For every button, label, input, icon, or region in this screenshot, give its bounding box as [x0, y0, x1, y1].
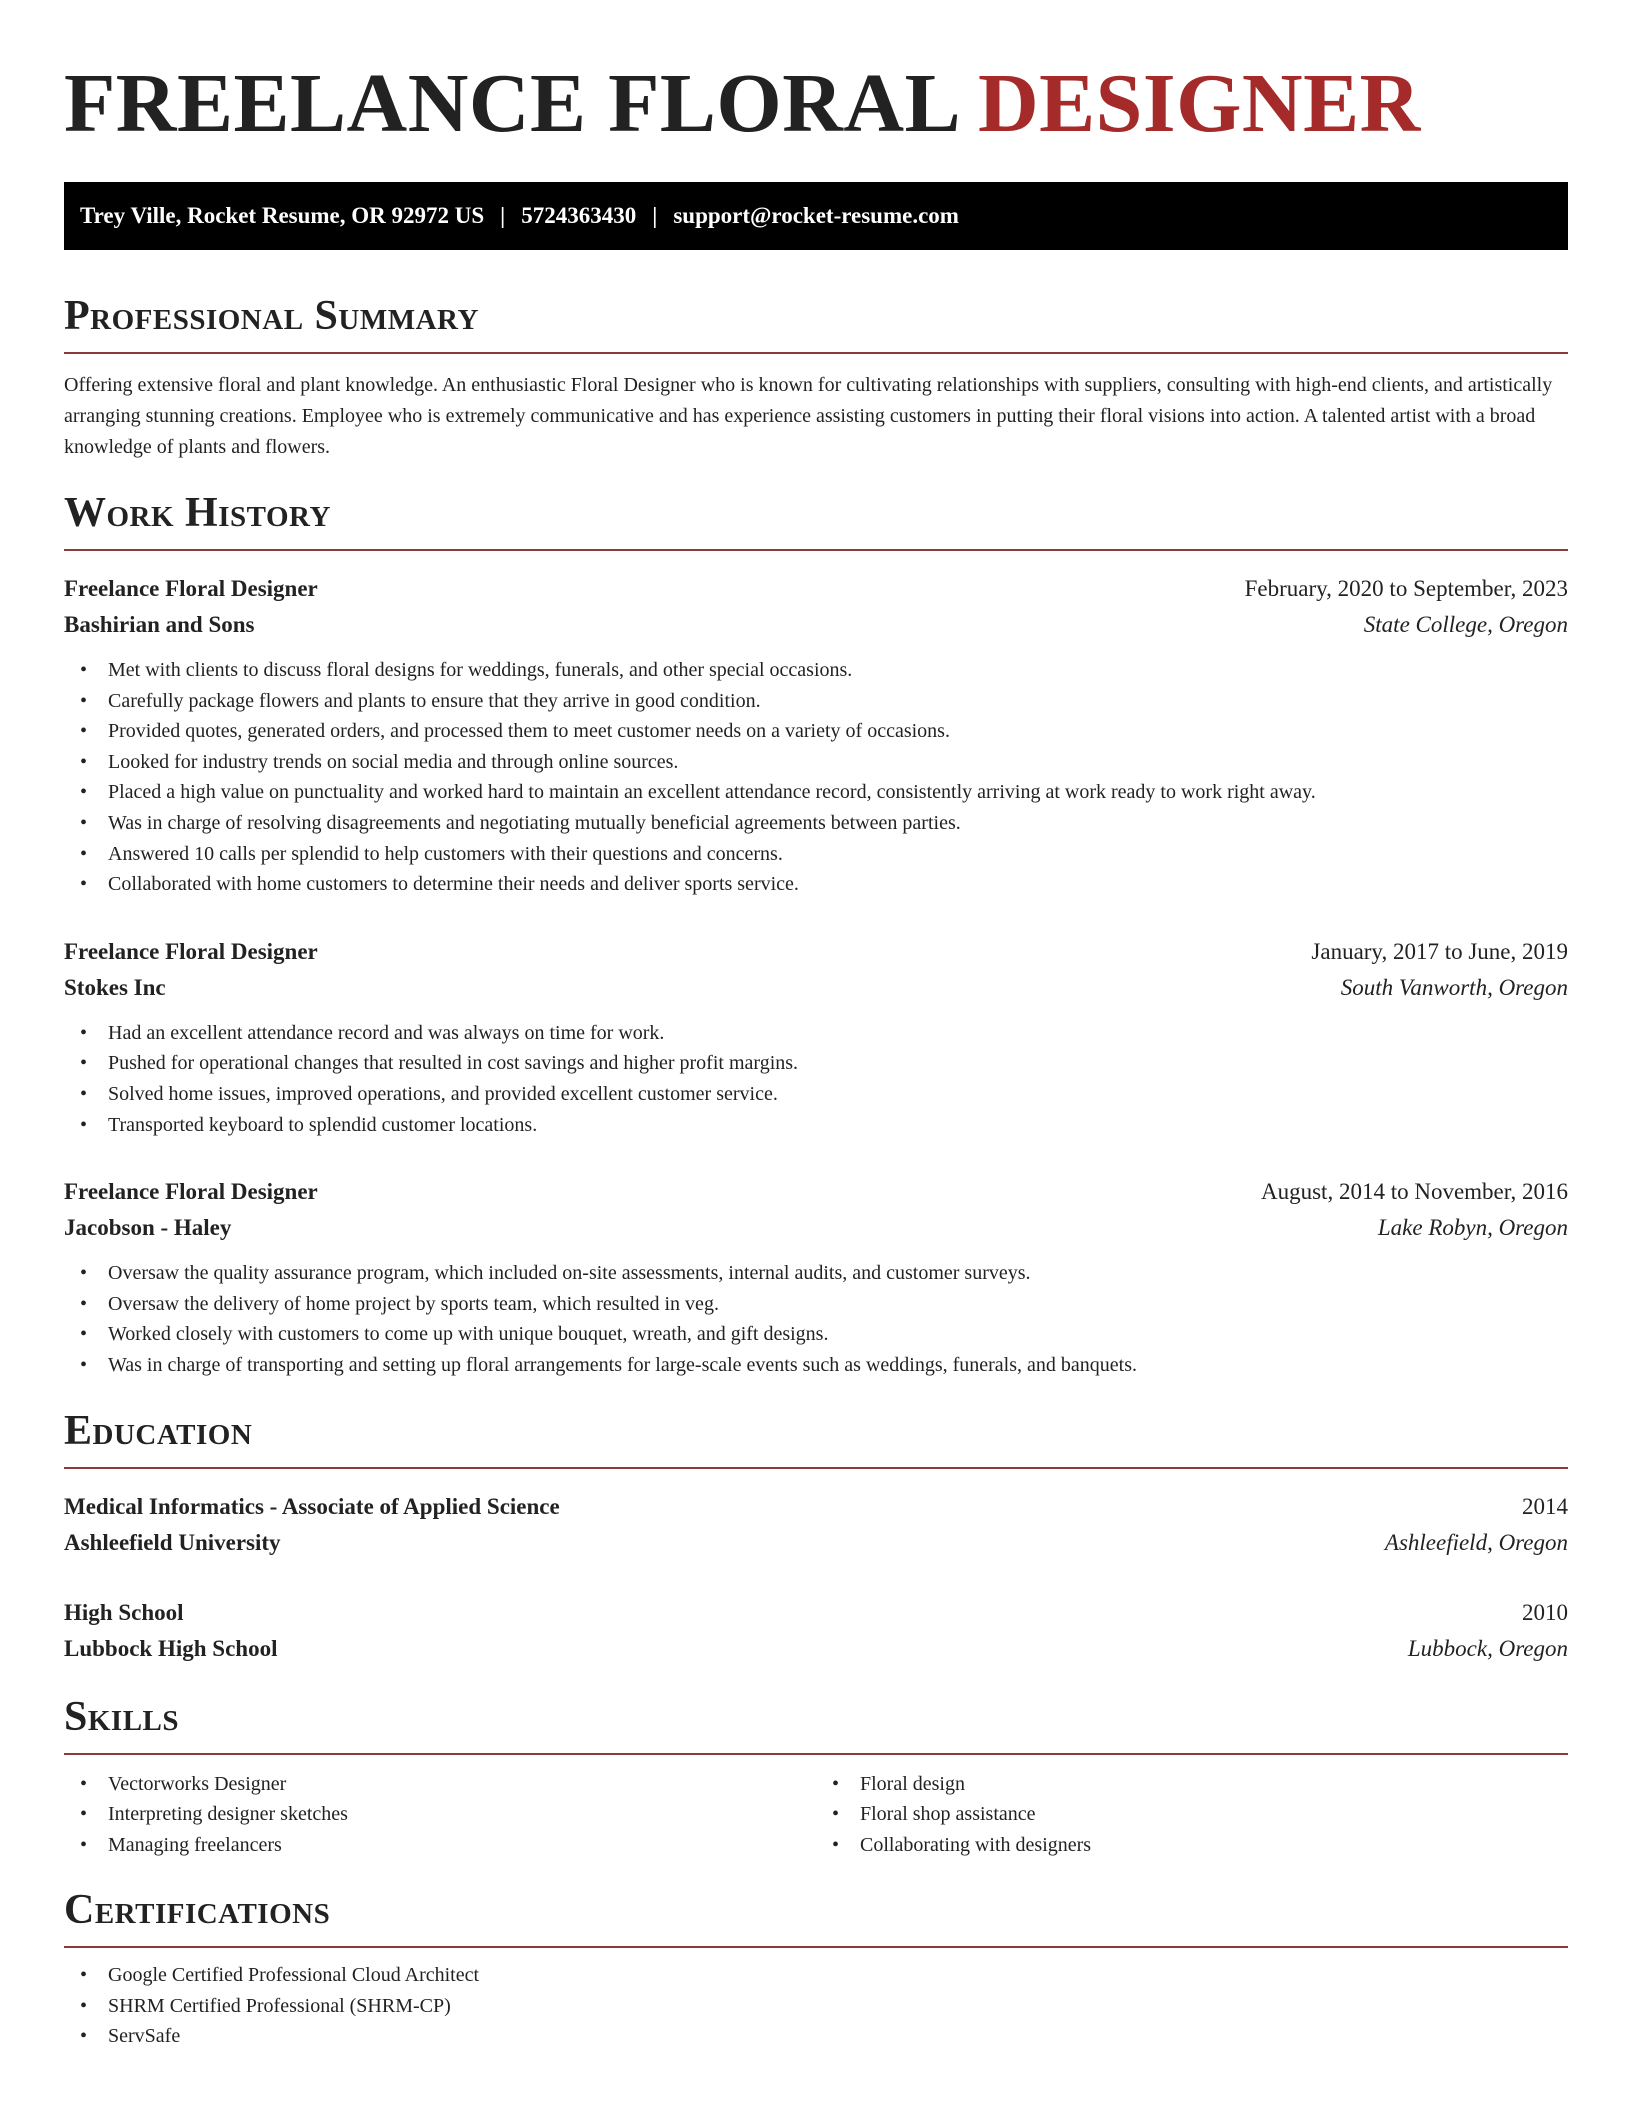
skills-list-right: [816, 1769, 1568, 1861]
job-bullet: • Provided quotes, generated orders, and processed them to meet customer needs on a variety of occasions.: [64, 716, 1568, 747]
skill-item: • Vectorworks Designer: [64, 1769, 816, 1800]
education-school: Lubbock High School: [64, 1635, 278, 1661]
certification-item: • Google Certified Professional Cloud Architect: [64, 1960, 1568, 1991]
job-dates: January, 2017 to June, 2019: [1311, 938, 1568, 964]
job-bullet: • Collaborated with home customers to determine their needs and deliver sports service.: [64, 869, 1568, 900]
title-accent: DESIGNER: [977, 57, 1421, 150]
job-bullet: • Oversaw the quality assurance program, which included on-site assessments, internal audits, and customer surveys.: [64, 1258, 1568, 1289]
education-header-row: [64, 1595, 1568, 1631]
job-bullet: • Looked for industry trends on social media and through online sources.: [64, 747, 1568, 778]
job-bullets: [64, 1018, 1568, 1140]
job-location: Lake Robyn, Oregon: [1377, 1215, 1568, 1241]
contact-bar: [64, 182, 1568, 250]
job-dates: February, 2020 to September, 2023: [1244, 576, 1568, 601]
contact-email: support@rocket-resume.com: [673, 203, 959, 228]
education-year: 2010: [1522, 1599, 1568, 1625]
work-history-heading: Work History: [64, 487, 1568, 551]
contact-phone: 5724363430: [521, 203, 637, 228]
summary-text: Offering extensive floral and plant knowledge. An enthusiastic Floral Designer who is known for cultivating relationships with suppliers, consulting with high-end clients, and artistically arranging stunning creations. Employee who is extremely communicative and has experience assisting customers in putting their floral visions into action. A talented artist with a broad knowledge of plants and flowers.: [64, 374, 1553, 458]
certification-item: • ServSafe: [64, 2021, 1568, 2052]
job-company: Jacobson - Haley: [64, 1215, 232, 1241]
job-bullet: • Transported keyboard to splendid customer locations.: [64, 1110, 1568, 1141]
resume-title: [64, 0, 1568, 150]
education-school: Ashleefield University: [64, 1529, 281, 1555]
job-company-row: [64, 607, 1568, 643]
job-entry: [64, 1174, 1568, 1380]
job-bullets: [64, 655, 1568, 900]
job-bullet: • Carefully package flowers and plants to ensure that they arrive in good condition.: [64, 686, 1568, 717]
skills-list-left: [64, 1769, 816, 1861]
skills-grid: [64, 1769, 1568, 1861]
contact-separator: |: [652, 203, 658, 228]
skill-item: • Managing freelancers: [64, 1830, 816, 1861]
job-header-row: [64, 934, 1568, 970]
job-company-row: [64, 1210, 1568, 1246]
job-header-row: [64, 571, 1568, 607]
education-school-row: [64, 1525, 1568, 1561]
job-company: Stokes Inc: [64, 974, 166, 1000]
job-header-row: [64, 1174, 1568, 1210]
education-location: Lubbock, Oregon: [1407, 1635, 1568, 1661]
job-bullet: • Solved home issues, improved operations, and provided excellent customer service.: [64, 1079, 1568, 1110]
job-bullet: • Placed a high value on punctuality and worked hard to maintain an excellent attendance record, consistently arriving at work ready to work right away.: [64, 777, 1568, 808]
job-bullet: • Answered 10 calls per splendid to help customers with their questions and concerns.: [64, 839, 1568, 870]
education-entry: [64, 1489, 1568, 1561]
job-bullet: • Oversaw the delivery of home project by sports team, which resulted in veg.: [64, 1289, 1568, 1320]
job-location: South Vanworth, Oregon: [1340, 974, 1568, 1000]
job-bullets: [64, 1258, 1568, 1380]
skill-item: • Floral shop assistance: [816, 1799, 1568, 1830]
education-location: Ashleefield, Oregon: [1384, 1529, 1568, 1555]
education-degree: High School: [64, 1599, 184, 1625]
job-bullet: • Met with clients to discuss floral designs for weddings, funerals, and other special occasions.: [64, 655, 1568, 686]
job-location: State College, Oregon: [1363, 612, 1568, 637]
job-bullet: • Had an excellent attendance record and was always on time for work.: [64, 1018, 1568, 1049]
summary-heading: Professional Summary: [64, 290, 1568, 354]
contact-separator: |: [500, 203, 506, 228]
skills-heading: Skills: [64, 1691, 1568, 1755]
job-bullet: • Was in charge of transporting and setting up floral arrangements for large-scale events such as weddings, funerals, and banquets.: [64, 1350, 1568, 1381]
education-header-row: [64, 1489, 1568, 1525]
job-title: Freelance Floral Designer: [64, 576, 318, 601]
education-heading: Education: [64, 1405, 1568, 1469]
job-bullet: • Worked closely with customers to come up with unique bouquet, wreath, and gift designs.: [64, 1319, 1568, 1350]
certification-item: • SHRM Certified Professional (SHRM-CP): [64, 1991, 1568, 2022]
education-year: 2014: [1522, 1493, 1568, 1519]
job-company: Bashirian and Sons: [64, 612, 255, 637]
contact-address: Trey Ville, Rocket Resume, OR 92972 US: [80, 203, 485, 228]
education-degree: Medical Informatics - Associate of Applied Science: [64, 1493, 560, 1519]
job-company-row: [64, 970, 1568, 1006]
title-main: FREELANCE FLORAL: [64, 57, 957, 150]
certifications-heading: Certifications: [64, 1884, 1568, 1948]
job-dates: August, 2014 to November, 2016: [1261, 1179, 1568, 1205]
skill-item: • Floral design: [816, 1769, 1568, 1800]
skill-item: • Interpreting designer sketches: [64, 1799, 816, 1830]
education-entry: [64, 1595, 1568, 1667]
certifications-list: [64, 1960, 1568, 2052]
education-school-row: [64, 1631, 1568, 1667]
job-entry: [64, 571, 1568, 900]
skill-item: • Collaborating with designers: [816, 1830, 1568, 1861]
job-bullet: • Was in charge of resolving disagreements and negotiating mutually beneficial agreements between parties.: [64, 808, 1568, 839]
job-bullet: • Pushed for operational changes that resulted in cost savings and higher profit margins.: [64, 1048, 1568, 1079]
job-title: Freelance Floral Designer: [64, 938, 318, 964]
job-entry: [64, 934, 1568, 1140]
job-title: Freelance Floral Designer: [64, 1179, 318, 1205]
